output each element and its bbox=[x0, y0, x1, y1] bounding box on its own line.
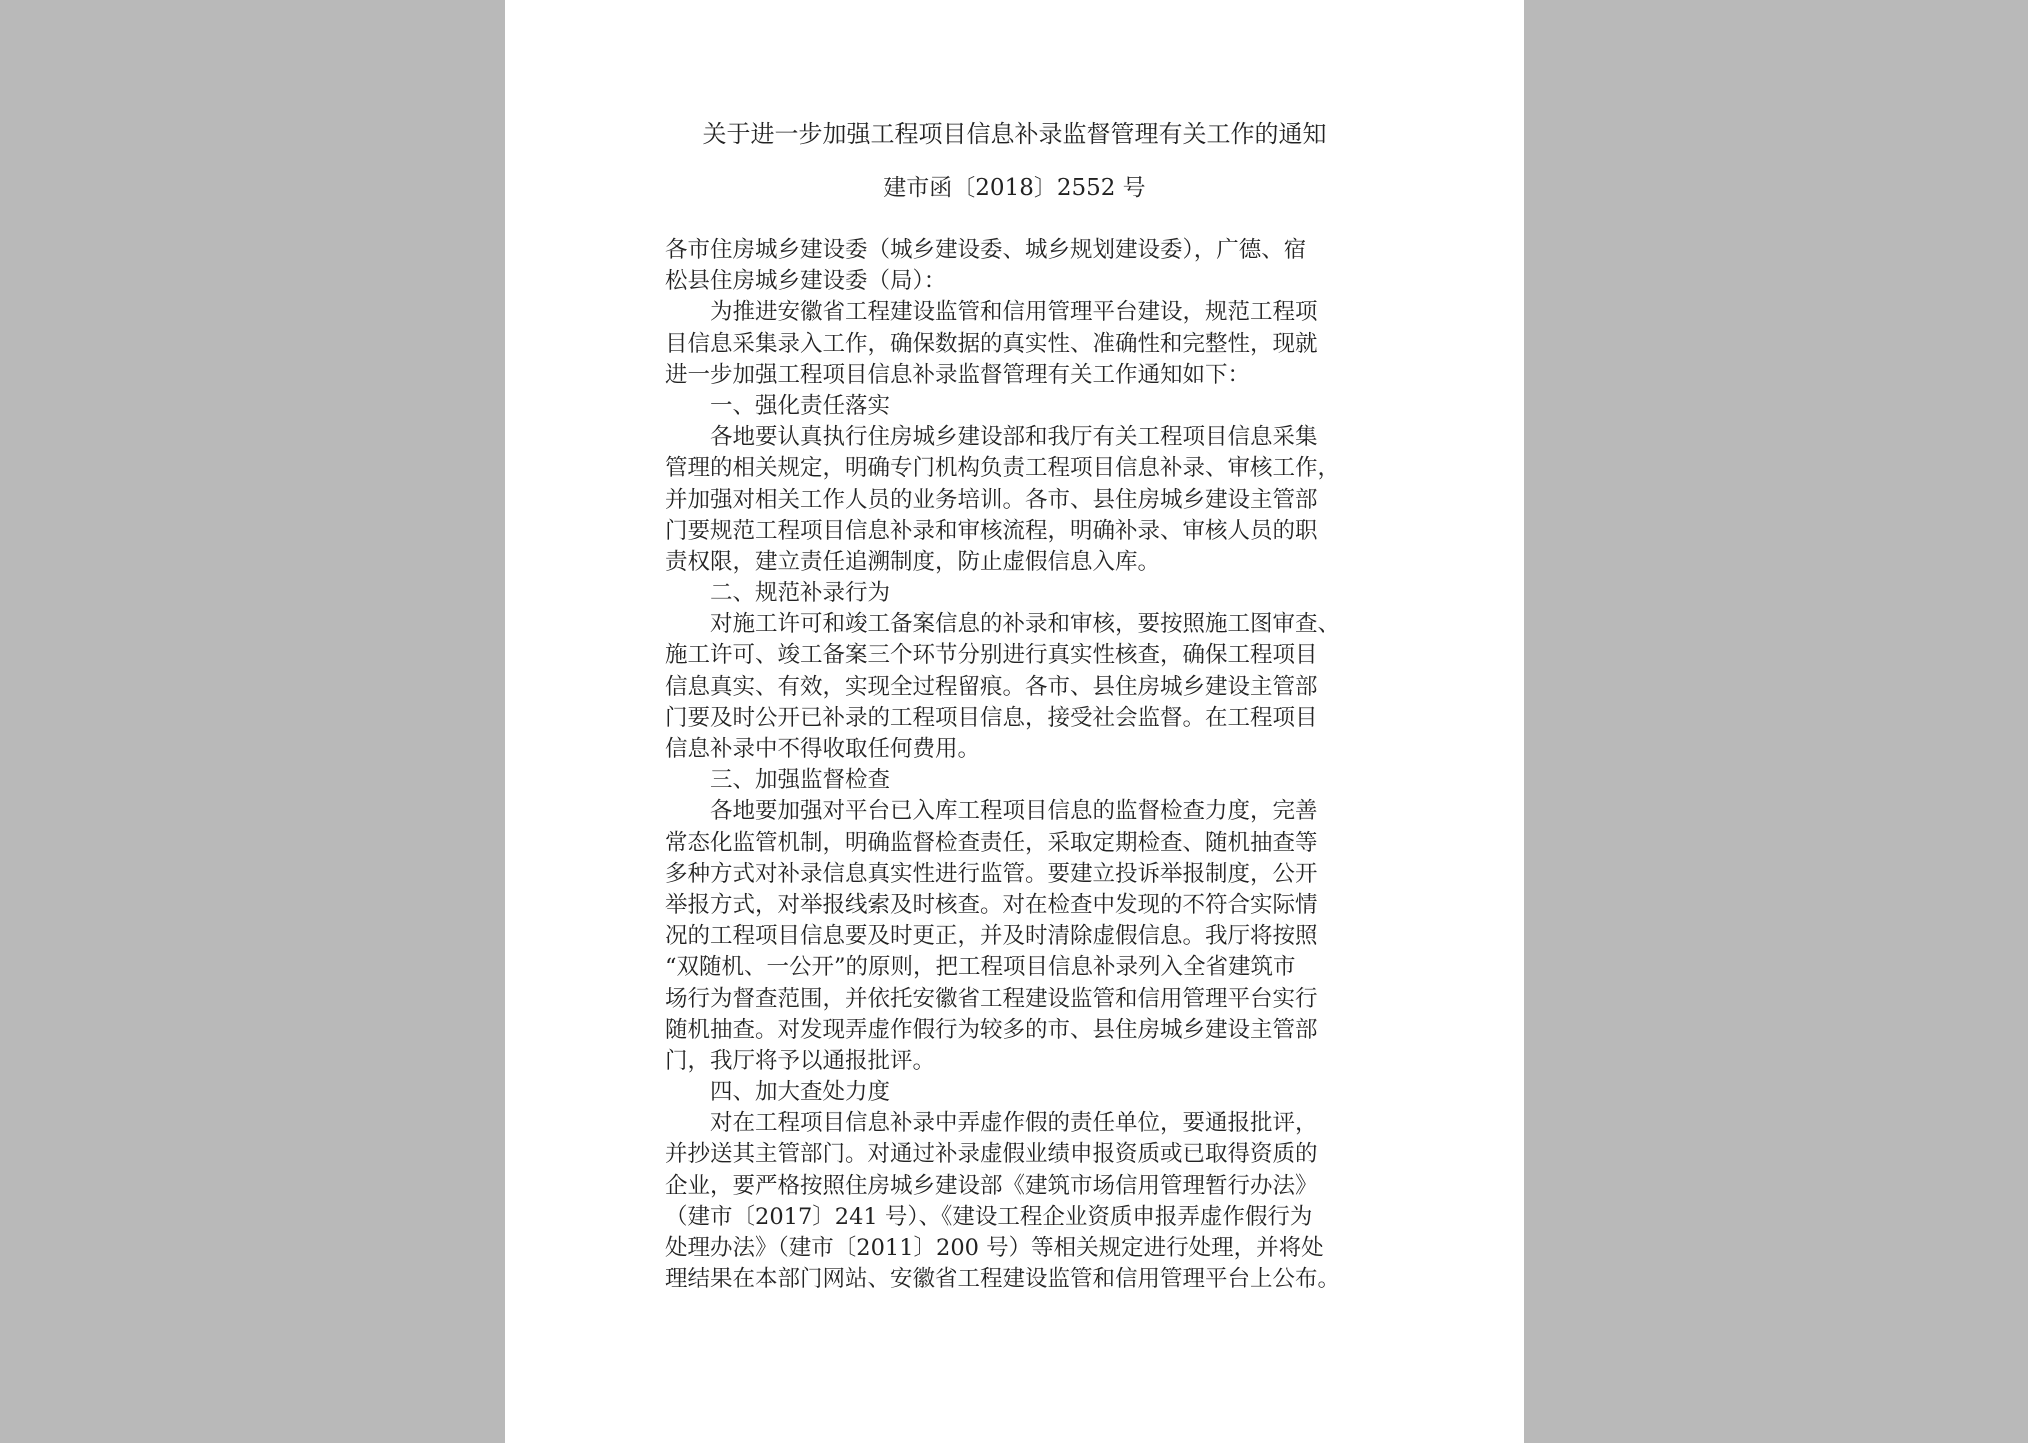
document-body bbox=[665, 235, 1395, 1295]
body-line: 信息补录中不得收取任何费用。 bbox=[665, 736, 981, 762]
body-line: 况的工程项目信息要及时更正，并及时清除虚假信息。我厅将按照 bbox=[665, 923, 1318, 950]
body-line: 门，我厅将予以通报批评。 bbox=[665, 1047, 936, 1074]
body-line: 进一步加强工程项目信息补录监督管理有关工作通知如下： bbox=[665, 361, 1251, 388]
body-line: 并抄送其主管部门。对通过补录虚假业绩申报资质或已取得资质的 bbox=[665, 1141, 1318, 1168]
body-line: 举报方式，对举报线索及时核查。对在检查中发现的不符合实际情 bbox=[665, 891, 1318, 918]
body-line: 对施工许可和竣工备案信息的补录和审核，要按照施工图审查、 bbox=[665, 611, 1341, 638]
body-line: 一、强化责任落实 bbox=[665, 392, 891, 419]
body-line: 四、加大查处力度 bbox=[665, 1079, 891, 1106]
body-line: 施工许可、竣工备案三个环节分别进行真实性核查，确保工程项目 bbox=[665, 642, 1318, 669]
body-line: 各地要加强对平台已入库工程项目信息的监督检查力度，完善 bbox=[665, 798, 1318, 825]
body-line: 理结果在本部门网站、安徽省工程建设监管和信用管理平台上公布。 bbox=[665, 1266, 1341, 1293]
document-page bbox=[505, 0, 1524, 1443]
body-line: 常态化监管机制，明确监督检查责任，采取定期检查、随机抽查等 bbox=[665, 829, 1318, 856]
body-line: 场行为督查范围，并依托安徽省工程建设监管和信用管理平台实行 bbox=[665, 985, 1318, 1012]
body-line: 企业，要严格按照住房城乡建设部《建筑市场信用管理暂行办法》 bbox=[665, 1172, 1318, 1199]
body-line: 松县住房城乡建设委（局）： bbox=[665, 268, 947, 295]
body-line: 三、加强监督检查 bbox=[665, 767, 891, 794]
body-line: “双随机、一公开”的原则，把工程项目信息补录列入全省建筑市 bbox=[665, 954, 1296, 981]
body-line: 责权限，建立责任追溯制度，防止虚假信息入库。 bbox=[665, 548, 1161, 575]
body-line: 信息真实、有效，实现全过程留痕。各市、县住房城乡建设主管部 bbox=[665, 673, 1318, 700]
body-line: 门要规范工程项目信息补录和审核流程，明确补录、审核人员的职 bbox=[665, 517, 1318, 544]
body-line: 对在工程项目信息补录中弄虚作假的责任单位，要通报批评， bbox=[665, 1110, 1318, 1137]
body-line: 二、规范补录行为 bbox=[665, 580, 891, 607]
body-line: （建市〔2017〕241 号）、《建设工程企业资质申报弄虚作假行为 bbox=[665, 1203, 1313, 1230]
body-line: 各地要认真执行住房城乡建设部和我厅有关工程项目信息采集 bbox=[665, 424, 1318, 451]
body-line: 目信息采集录入工作，确保数据的真实性、准确性和完整性，现就 bbox=[665, 330, 1318, 357]
body-line: 各市住房城乡建设委（城乡建设委、城乡规划建设委），广德、宿 bbox=[665, 237, 1307, 263]
body-line: 处理办法》（建市〔2011〕200 号）等相关规定进行处理，并将处 bbox=[665, 1235, 1324, 1261]
body-line: 并加强对相关工作人员的业务培训。各市、县住房城乡建设主管部 bbox=[665, 486, 1318, 513]
body-line: 随机抽查。对发现弄虚作假行为较多的市、县住房城乡建设主管部 bbox=[665, 1016, 1318, 1043]
body-line: 门要及时公开已补录的工程项目信息，接受社会监督。在工程项目 bbox=[665, 704, 1318, 731]
body-line: 多种方式对补录信息真实性进行监管。要建立投诉举报制度，公开 bbox=[665, 860, 1318, 887]
body-line: 为推进安徽省工程建设监管和信用管理平台建设，规范工程项 bbox=[665, 299, 1318, 326]
body-line: 管理的相关规定，明确专门机构负责工程项目信息补录、审核工作， bbox=[665, 455, 1341, 482]
document-number: 建市函〔2018〕2552 号 bbox=[883, 175, 1146, 201]
document-title: 关于进一步加强工程项目信息补录监督管理有关工作的通知 bbox=[702, 120, 1327, 148]
